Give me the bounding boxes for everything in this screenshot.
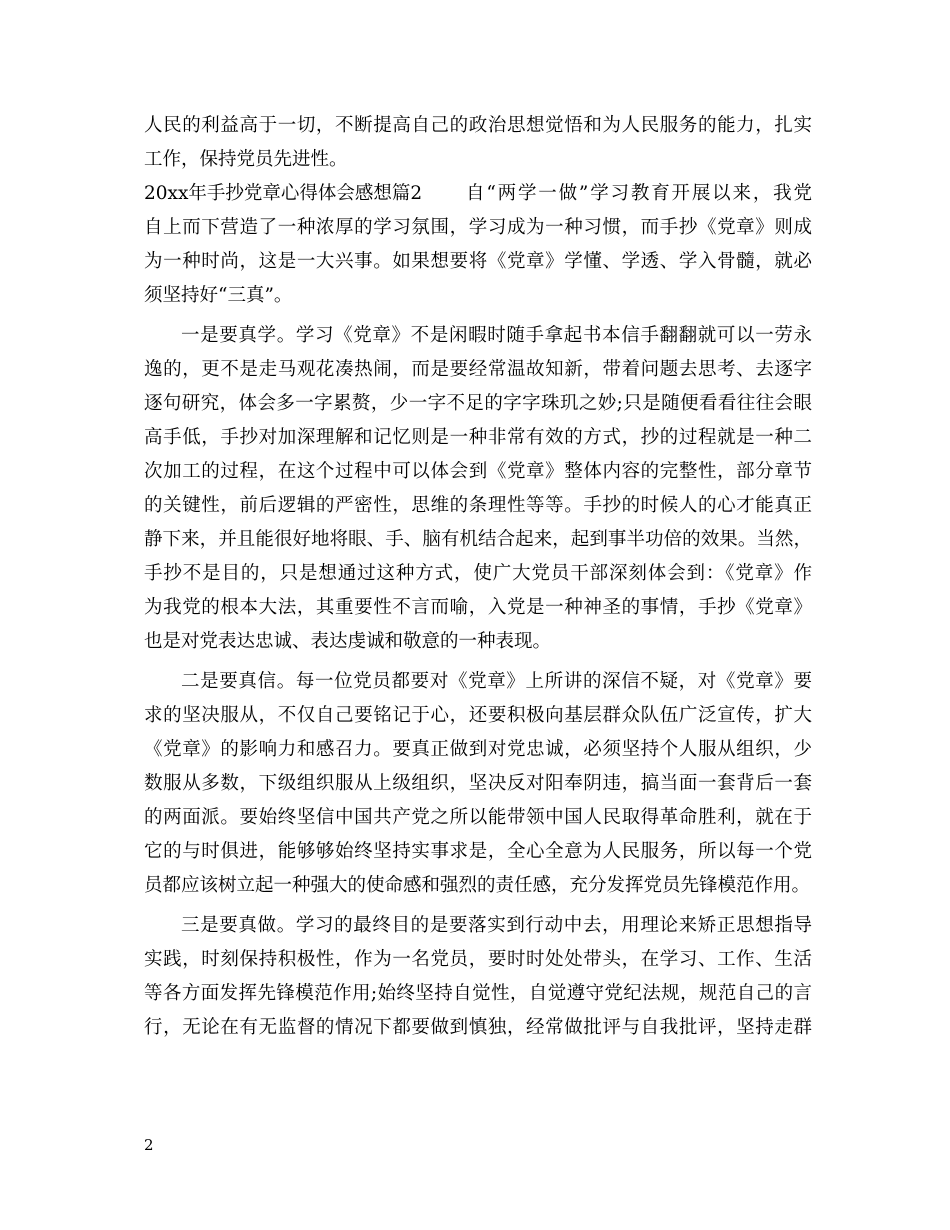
page-number: 2 (144, 1136, 154, 1154)
text-line: 次加工的过程，在这个过程中可以体会到《党章》整体内容的完整性，部分章节 (144, 461, 812, 482)
text-line: 实践，时刻保持积极性，作为一名党员，要时时处处带头，在学习、工作、生活 (144, 949, 812, 970)
text-line: 求的坚决服从，不仅自己要铭记于心，还要积极向基层群众队伍广泛宣传，扩大 (144, 705, 812, 726)
text-line: 手抄不是目的，只是想通过这种方式，使广大党员干部深刻体会到：《党章》作 (144, 563, 812, 584)
text-line: 也是对党表达忠诚、表达虔诚和敬意的一种表现。 (144, 631, 552, 652)
text-line: 行，无论在有无监督的情况下都要做到慎独，经常做批评与自我批评，坚持走群 (144, 1017, 812, 1038)
text-line: 为一种时尚，这是一大兴事。如果想要将《党章》学懂、学透、学入骨髓，就必 (144, 251, 812, 272)
text-line: 它的与时俱进，能够够始终坚持实事求是，全心全意为人民服务，所以每一个党 (144, 841, 812, 862)
text-line: 逸的，更不是走马观花凑热闹，而是要经常温故知新，带着问题去思考、去逐字 (144, 359, 812, 380)
paragraph-3 (144, 913, 812, 1049)
paragraph-intro (144, 113, 812, 181)
text-line: 高手低，手抄对加深理解和记忆则是一种非常有效的方式，抄的过程就是一种二 (144, 427, 812, 448)
text-line: 自“两学一做”学习教育开展以来，我党 (466, 183, 812, 204)
text-line: 人民的利益高于一切，不断提高自己的政治思想觉悟和为人民服务的能力，扎实 (144, 115, 812, 136)
paragraph-2 (144, 669, 812, 907)
text-line: 静下来，并且能很好地将眼、手、脑有机结合起来，起到事半功倍的效果。当然， (144, 529, 812, 550)
section-title: 20xx年手抄党章心得体会感想篇2 (144, 183, 423, 204)
text-line: 员都应该树立起一种强大的使命感和强烈的责任感，充分发挥党员先锋模范作用。 (144, 875, 811, 896)
text-line: 一是要真学。学习《党章》不是闲暇时随手拿起书本信手翻翻就可以一劳永 (181, 325, 812, 346)
text-line: 自上而下营造了一种浓厚的学习氛围，学习成为一种习惯，而手抄《党章》则成 (144, 217, 812, 238)
text-line: 须坚持好“三真”。 (144, 285, 293, 306)
heading-first-line (144, 181, 812, 215)
text-line: 二是要真信。每一位党员都要对《党章》上所讲的深信不疑，对《党章》要 (181, 671, 812, 692)
paragraph-1 (144, 323, 812, 663)
text-line: 工作，保持党员先进性。 (144, 149, 348, 170)
text-line: 的关键性，前后逻辑的严密性，思维的条理性等等。手抄的时候人的心才能真正 (144, 495, 812, 516)
text-line: 的两面派。要始终坚信中国共产党之所以能带领中国人民取得革命胜利，就在于 (144, 807, 812, 828)
text-line: 三是要真做。学习的最终目的是要落实到行动中去，用理论来矫正思想指导 (181, 915, 812, 936)
section-heading-paragraph (144, 181, 812, 317)
text-line: 逐句研究，体会多一字累赘，少一字不足的字字珠玑之妙;只是随便看看往往会眼 (144, 393, 812, 414)
document-body (144, 113, 812, 1049)
text-line: 等各方面发挥先锋模范作用;始终坚持自觉性，自觉遵守党纪法规，规范自己的言 (144, 983, 812, 1004)
text-line: 数服从多数，下级组织服从上级组织，坚决反对阳奉阴违，搞当面一套背后一套 (144, 773, 812, 794)
text-line: 为我党的根本大法，其重要性不言而喻，入党是一种神圣的事情，手抄《党章》 (144, 597, 812, 618)
text-line: 《党章》的影响力和感召力。要真正做到对党忠诚，必须坚持个人服从组织，少 (144, 739, 812, 760)
